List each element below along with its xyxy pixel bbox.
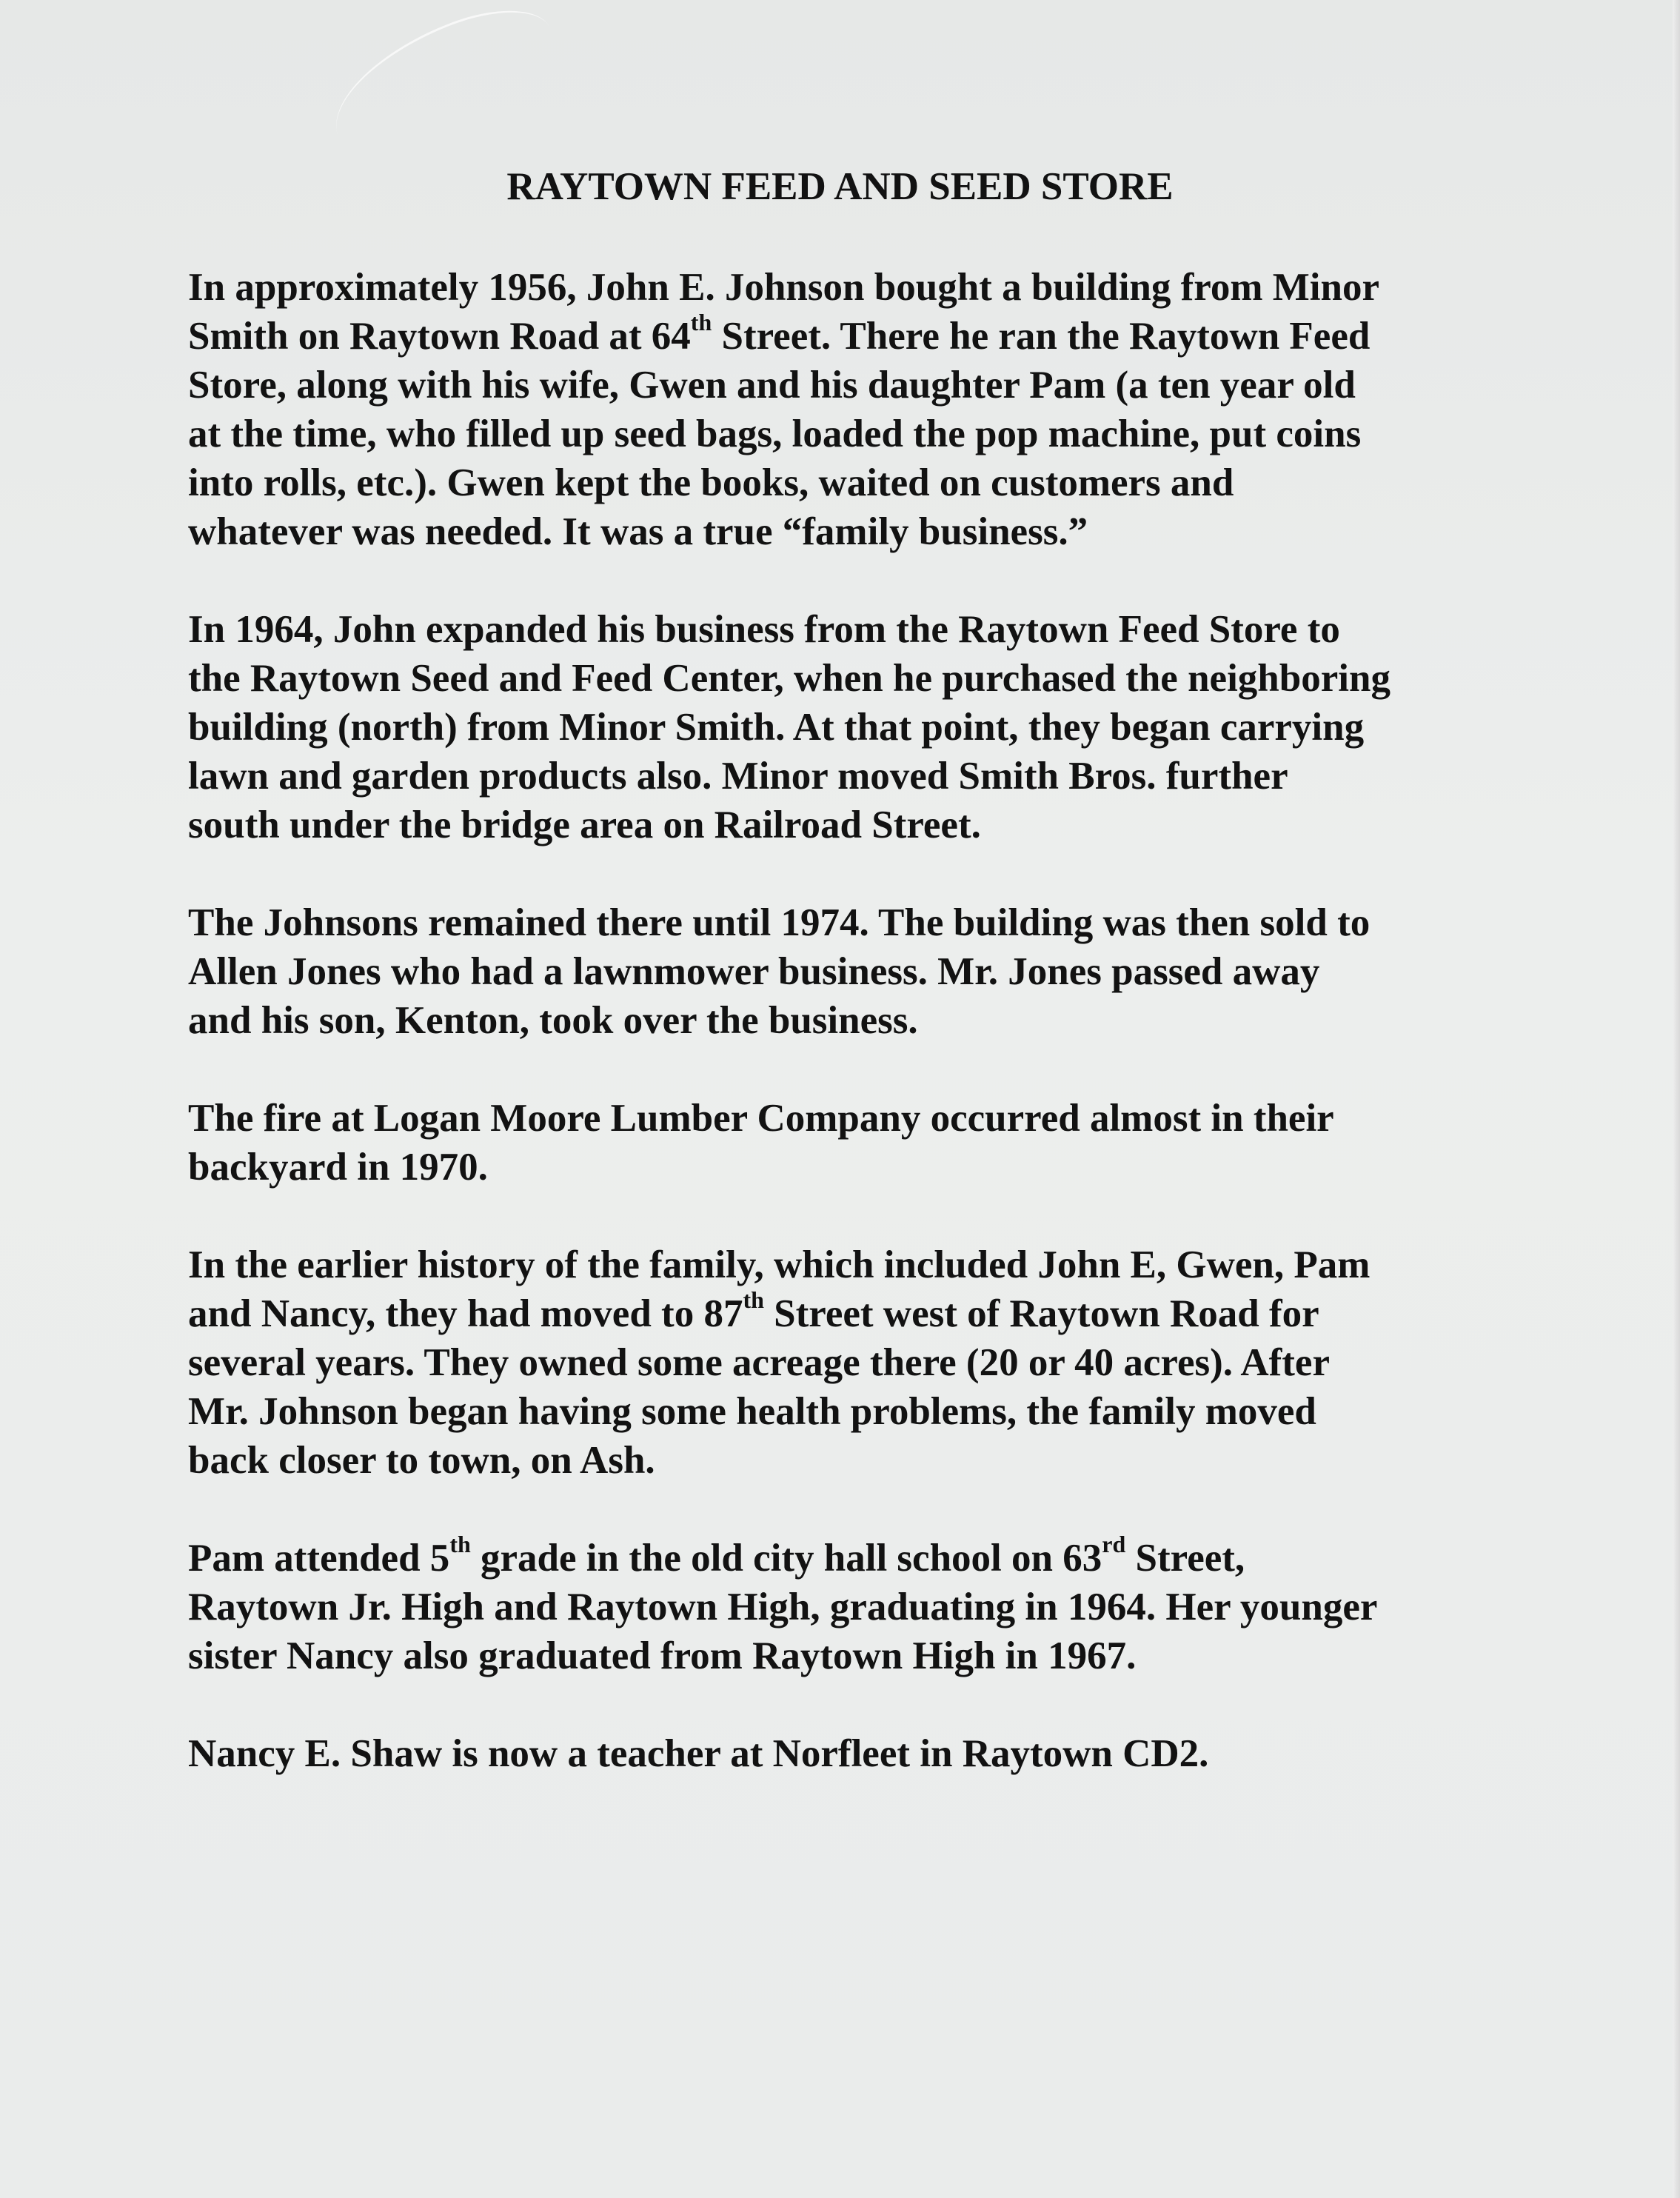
- text-segment: Allen Jones who had a lawnmower business. Mr. Jones passed away: [188, 950, 1320, 993]
- text-segment: Pam attended 5: [188, 1537, 450, 1580]
- text-segment: Street west of Raytown Road for: [763, 1292, 1319, 1335]
- text-line: [188, 703, 1543, 752]
- text-segment: Street,: [1125, 1537, 1245, 1580]
- text-line: [188, 361, 1543, 410]
- text-segment: at the time, who filled up seed bags, loaded the pop machine, put coins: [188, 412, 1362, 455]
- text-segment: sister Nancy also graduated from Raytown High in 1967.: [188, 1634, 1137, 1677]
- text-segment: The Johnsons remained there until 1974. The building was then sold to: [188, 901, 1371, 944]
- text-segment: In 1964, John expanded his business from the Raytown Feed Store to: [188, 608, 1340, 651]
- text-line: [188, 507, 1543, 556]
- text-segment: and his son, Kenton, took over the business.: [188, 999, 918, 1042]
- text-line: [188, 458, 1543, 507]
- text-line: [188, 263, 1543, 312]
- ordinal-suffix: th: [743, 1286, 764, 1314]
- paragraph: [188, 898, 1543, 1045]
- text-segment: Nancy E. Shaw is now a teacher at Norfleet in Raytown CD2.: [188, 1732, 1209, 1775]
- document-title: RAYTOWN FEED AND SEED STORE: [506, 165, 1174, 208]
- text-segment: grade in the old city hall school on 63: [470, 1537, 1102, 1580]
- text-segment: In the earlier history of the family, which included John E, Gwen, Pam: [188, 1243, 1371, 1286]
- text-segment: and Nancy, they had moved to 87: [188, 1292, 743, 1335]
- text-segment: Street. There he ran the Raytown Feed: [712, 315, 1371, 358]
- text-segment: building (north) from Minor Smith. At that point, they began carrying: [188, 706, 1365, 749]
- text-segment: into rolls, etc.). Gwen kept the books, waited on customers and: [188, 461, 1234, 504]
- ordinal-suffix: rd: [1102, 1531, 1126, 1558]
- text-line: [188, 410, 1543, 458]
- text-line: [188, 947, 1543, 996]
- text-line: [188, 654, 1543, 703]
- text-line: [188, 1094, 1543, 1143]
- text-line: [188, 1338, 1543, 1387]
- text-segment: The fire at Logan Moore Lumber Company occurred almost in their: [188, 1097, 1334, 1140]
- text-segment: lawn and garden products also. Minor moved Smith Bros. further: [188, 755, 1288, 798]
- ordinal-suffix: th: [690, 309, 712, 336]
- paragraph: [188, 263, 1543, 556]
- text-line: [188, 1631, 1543, 1680]
- document-body: [188, 263, 1543, 1827]
- text-line: [188, 996, 1543, 1045]
- paragraph: [188, 1240, 1543, 1485]
- paragraph: [188, 605, 1543, 849]
- text-line: [188, 898, 1543, 947]
- text-line: [188, 1531, 1543, 1583]
- text-line: [188, 1436, 1543, 1485]
- paragraph: [188, 1729, 1543, 1778]
- text-line: [188, 752, 1543, 801]
- text-line: [188, 1286, 1543, 1338]
- text-segment: the Raytown Seed and Feed Center, when he purchased the neighboring: [188, 657, 1390, 700]
- text-segment: back closer to town, on Ash.: [188, 1439, 655, 1482]
- paragraph: [188, 1094, 1543, 1192]
- text-segment: Mr. Johnson began having some health problems, the family moved: [188, 1390, 1316, 1433]
- text-segment: Raytown Jr. High and Raytown High, graduating in 1964. Her younger: [188, 1586, 1378, 1629]
- text-segment: backyard in 1970.: [188, 1146, 488, 1189]
- text-segment: whatever was needed. It was a true “family business.”: [188, 510, 1088, 553]
- paper-crease: [315, 0, 574, 176]
- text-line: [188, 1240, 1543, 1289]
- text-line: [188, 1583, 1543, 1631]
- page-edge: [1673, 0, 1680, 2198]
- text-segment: Store, along with his wife, Gwen and his daughter Pam (a ten year old: [188, 364, 1356, 407]
- text-segment: In approximately 1956, John E. Johnson bought a building from Minor: [188, 266, 1380, 309]
- text-line: [188, 309, 1543, 361]
- text-segment: Smith on Raytown Road at 64: [188, 315, 691, 358]
- ordinal-suffix: th: [449, 1531, 471, 1558]
- text-segment: several years. They owned some acreage there (20 or 40 acres). After: [188, 1341, 1330, 1384]
- text-line: [188, 1387, 1543, 1436]
- text-line: [188, 1143, 1543, 1192]
- text-segment: south under the bridge area on Railroad Street.: [188, 804, 981, 846]
- text-line: [188, 801, 1543, 849]
- text-line: [188, 605, 1543, 654]
- text-line: [188, 1729, 1543, 1778]
- paragraph: [188, 1531, 1543, 1680]
